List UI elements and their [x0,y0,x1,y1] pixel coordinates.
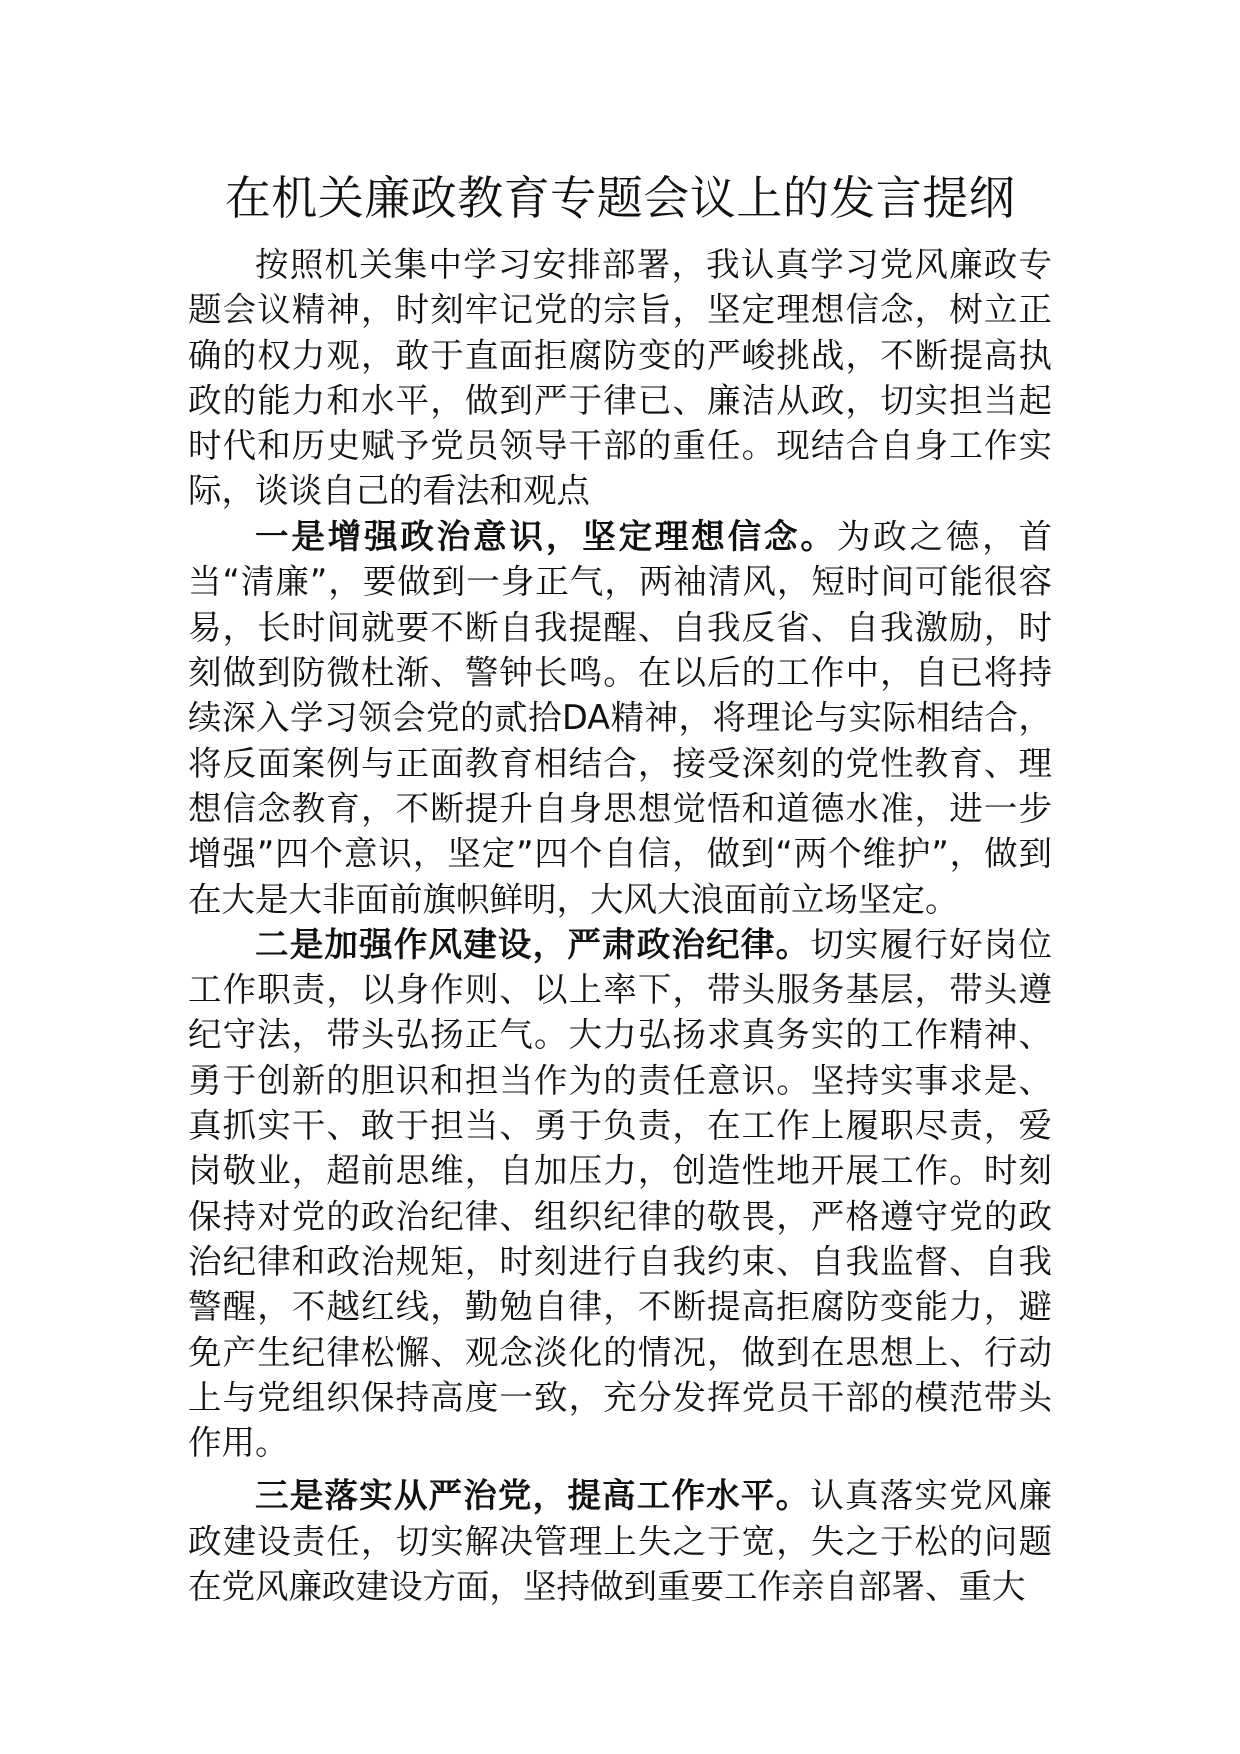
paragraph-text: 为政之德，首当“清廉”，要做到一身正气，两袖清风，短时间可能很容易，长时间就要不断自我提醒、自我反省、自我激励，时刻做到防微杜渐、警钟长鸣。在以后的工作中，自已将持续深入学习领会党的贰拾DA精神，将理论与实际相结合，将反面案例与正面教育相结合，接受深刻的党性教育、理想信念教育，不断提升自身思想觉悟和道德水准，进一步增强”四个意识，坚定”四个自信，做到“两个维护”，做到在大是大非面前旗帜鲜明，大风大浪面前立场坚定。 [188,517,1053,919]
paragraph-point-2 [188,922,1052,1466]
paragraph-point-3 [188,1473,1052,1609]
document-body [188,242,1052,1609]
paragraph-text: 认真落实党风廉政建设责任，切实解决管理上失之于宽，失之于松的问题在党风廉政建设方面，坚持做到重要工作亲自部署、重大 [188,1476,1053,1606]
paragraph-lead: 一是增强政治意识，坚定理想信念。 [255,517,837,557]
paragraph-text: 切实履行好岗位工作职责，以身作则、以上率下，带头服务基层，带头遵纪守法，带头弘扬正气。大力弘扬求真务实的工作精神、勇于创新的胆识和担当作为的责任意识。坚持实事求是、真抓实干、敢于担当、勇于负责，在工作上履职尽责，爱岗敬业，超前思维，自加压力，创造性地开展工作。时刻保持对党的政治纪律、组织纪律的敬畏，严格遵守党的政治纪律和政治规矩，时刻进行自我约束、自我监督、自我警醒，不越红线，勤勉自律，不断提高拒腐防变能力，避免产生纪律松懈、观念淡化的情况，做到在思想上、行动上与党组织保持高度一致，充分发挥党员干部的模范带头作用。 [188,924,1053,1463]
paragraph-point-1 [188,514,1052,922]
paragraph-intro [188,242,1052,514]
document-title: 在机关廉政教育专题会议上的发言提纲 [224,171,1016,225]
paragraph-text: 按照机关集中学习安排部署，我认真学习党风廉政专题会议精神，时刻牢记党的宗旨，坚定理想信念，树立正确的权力观，敢于直面拒腐防变的严峻挑战，不断提高执政的能力和水平，做到严于律已、廉洁从政，切实担当起时代和历史赋予党员领导干部的重任。现结合自身工作实际，谈谈自己的看法和观点 [188,245,1052,511]
paragraph-lead: 二是加强作风建设，严肃政治纪律。 [255,924,811,964]
paragraph-lead: 三是落实从严治党，提高工作水平。 [255,1476,811,1516]
